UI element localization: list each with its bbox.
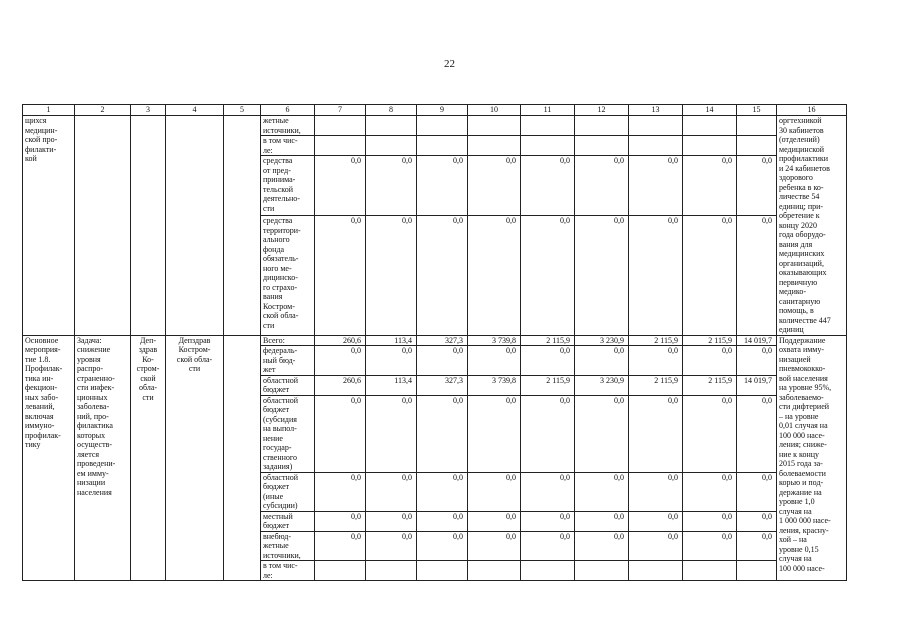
value-cell: 0,0 bbox=[366, 156, 417, 216]
value-cell bbox=[468, 116, 521, 136]
value-cell: 0,0 bbox=[315, 346, 366, 376]
value-cell bbox=[575, 116, 629, 136]
value-cell: 0,0 bbox=[417, 156, 468, 216]
value-cell: 327,3 bbox=[417, 335, 468, 346]
value-cell: 0,0 bbox=[629, 511, 683, 531]
value-cell: 0,0 bbox=[468, 346, 521, 376]
value-cell: 0,0 bbox=[683, 216, 737, 335]
value-cell bbox=[315, 116, 366, 136]
value-cell: 2 115,9 bbox=[629, 335, 683, 346]
value-cell: 260,6 bbox=[315, 375, 366, 395]
value-cell bbox=[629, 561, 683, 581]
column-number: 13 bbox=[629, 105, 683, 116]
value-cell: 0,0 bbox=[683, 531, 737, 561]
value-cell: 0,0 bbox=[315, 511, 366, 531]
value-cell: 113,4 bbox=[366, 335, 417, 346]
value-cell: 0,0 bbox=[468, 395, 521, 472]
task-cell bbox=[75, 116, 131, 336]
value-cell: 0,0 bbox=[521, 531, 575, 561]
value-cell bbox=[683, 561, 737, 581]
column-number: 5 bbox=[224, 105, 261, 116]
participant-cell bbox=[166, 116, 224, 336]
value-cell: 0,0 bbox=[575, 156, 629, 216]
value-cell: 0,0 bbox=[366, 395, 417, 472]
value-cell: 0,0 bbox=[575, 216, 629, 335]
value-cell: 2 115,9 bbox=[683, 375, 737, 395]
value-cell: 0,0 bbox=[468, 531, 521, 561]
table-row bbox=[23, 335, 847, 346]
column-number: 10 bbox=[468, 105, 521, 116]
value-cell: 0,0 bbox=[417, 472, 468, 511]
measure-name-cell: щихся медицин- ской про- филакти- кой bbox=[23, 116, 75, 336]
column-header-row bbox=[23, 105, 847, 116]
value-cell: 0,0 bbox=[575, 395, 629, 472]
value-cell: 0,0 bbox=[737, 216, 777, 335]
value-cell: 113,4 bbox=[366, 375, 417, 395]
value-cell bbox=[366, 116, 417, 136]
value-cell: 0,0 bbox=[575, 472, 629, 511]
value-cell bbox=[468, 136, 521, 156]
value-cell: 0,0 bbox=[417, 511, 468, 531]
value-cell: 0,0 bbox=[683, 511, 737, 531]
value-cell: 2 115,9 bbox=[521, 335, 575, 346]
value-cell bbox=[575, 136, 629, 156]
column-number: 1 bbox=[23, 105, 75, 116]
value-cell: 0,0 bbox=[521, 472, 575, 511]
column-number: 14 bbox=[683, 105, 737, 116]
value-cell bbox=[417, 116, 468, 136]
value-cell: 0,0 bbox=[737, 346, 777, 376]
value-cell: 0,0 bbox=[417, 395, 468, 472]
participant-cell: Депздрав Костром- ской обла- сти bbox=[166, 335, 224, 581]
value-cell: 0,0 bbox=[629, 395, 683, 472]
value-cell bbox=[737, 116, 777, 136]
value-cell: 0,0 bbox=[417, 346, 468, 376]
value-cell: 0,0 bbox=[683, 395, 737, 472]
value-cell: 260,6 bbox=[315, 335, 366, 346]
value-cell bbox=[468, 561, 521, 581]
funding-source-label: областной бюджет (иные субсидии) bbox=[261, 472, 315, 511]
value-cell: 0,0 bbox=[315, 531, 366, 561]
value-cell: 3 230,9 bbox=[575, 335, 629, 346]
value-cell bbox=[366, 136, 417, 156]
value-cell bbox=[417, 561, 468, 581]
value-cell: 0,0 bbox=[683, 156, 737, 216]
page-number: 22 bbox=[444, 58, 455, 70]
value-cell bbox=[737, 136, 777, 156]
funding-source-label: жетные источники, bbox=[261, 116, 315, 136]
column-number: 8 bbox=[366, 105, 417, 116]
value-cell: 0,0 bbox=[366, 472, 417, 511]
responsible-cell bbox=[131, 116, 166, 336]
value-cell: 3 230,9 bbox=[575, 375, 629, 395]
funding-source-label: областной бюджет (субсидия на выпол- нение государ- ственного задания) bbox=[261, 395, 315, 472]
task-cell: Задача: снижение уровня распро- страненно- сти инфек- ционных заболева- ний, про- филактика которых осуществ- ляется проведени- ем имму- низации населения bbox=[75, 335, 131, 581]
column-number: 7 bbox=[315, 105, 366, 116]
value-cell: 327,3 bbox=[417, 375, 468, 395]
value-cell: 0,0 bbox=[366, 216, 417, 335]
value-cell: 0,0 bbox=[366, 531, 417, 561]
value-cell: 0,0 bbox=[737, 511, 777, 531]
empty-cell bbox=[224, 335, 261, 581]
funding-source-label: федераль- ный бюд- жет bbox=[261, 346, 315, 376]
value-cell: 0,0 bbox=[315, 395, 366, 472]
column-number: 6 bbox=[261, 105, 315, 116]
funding-source-label: областной бюджет bbox=[261, 375, 315, 395]
value-cell: 0,0 bbox=[575, 346, 629, 376]
funding-source-label: местный бюджет bbox=[261, 511, 315, 531]
value-cell: 0,0 bbox=[366, 511, 417, 531]
value-cell: 0,0 bbox=[315, 472, 366, 511]
funding-source-label: в том чис- ле: bbox=[261, 136, 315, 156]
value-cell: 3 739,8 bbox=[468, 335, 521, 346]
value-cell: 0,0 bbox=[315, 216, 366, 335]
value-cell bbox=[366, 561, 417, 581]
expected-result-cell: оргтехникой 30 кабинетов (отделений) медицинской профилактики и 24 кабинетов здорового ребенка в ко- личестве 54 единиц; при- обретение к концу 2020 года оборудо- вания для медицинских организаций, оказывающих первичную медико- санитарную помощь, в количестве 447 единиц bbox=[777, 116, 847, 336]
value-cell: 0,0 bbox=[468, 216, 521, 335]
column-number: 2 bbox=[75, 105, 131, 116]
value-cell: 0,0 bbox=[629, 472, 683, 511]
value-cell: 0,0 bbox=[468, 511, 521, 531]
value-cell bbox=[315, 136, 366, 156]
column-number: 16 bbox=[777, 105, 847, 116]
value-cell: 0,0 bbox=[366, 346, 417, 376]
value-cell: 0,0 bbox=[629, 346, 683, 376]
value-cell: 0,0 bbox=[315, 156, 366, 216]
funding-source-label: внебюд- жетные источники, bbox=[261, 531, 315, 561]
value-cell: 0,0 bbox=[417, 216, 468, 335]
measure-name-cell: Основное мероприя- тие 1.8. Профилак- тика ин- фекцион- ных забо- леваний, включая иммуно- профилак- тику bbox=[23, 335, 75, 581]
column-number: 15 bbox=[737, 105, 777, 116]
column-number: 12 bbox=[575, 105, 629, 116]
value-cell: 0,0 bbox=[737, 472, 777, 511]
column-number: 3 bbox=[131, 105, 166, 116]
value-cell: 2 115,9 bbox=[521, 375, 575, 395]
value-cell: 0,0 bbox=[468, 472, 521, 511]
value-cell: 14 019,7 bbox=[737, 375, 777, 395]
value-cell bbox=[521, 136, 575, 156]
value-cell bbox=[417, 136, 468, 156]
value-cell: 0,0 bbox=[521, 346, 575, 376]
value-cell bbox=[683, 116, 737, 136]
value-cell: 2 115,9 bbox=[629, 375, 683, 395]
value-cell: 0,0 bbox=[629, 531, 683, 561]
value-cell: 0,0 bbox=[468, 156, 521, 216]
value-cell: 0,0 bbox=[629, 216, 683, 335]
funding-source-label: средства от пред- принима- тельской деятельно- сти bbox=[261, 156, 315, 216]
value-cell bbox=[315, 561, 366, 581]
value-cell: 0,0 bbox=[629, 156, 683, 216]
value-cell: 0,0 bbox=[575, 511, 629, 531]
value-cell: 14 019,7 bbox=[737, 335, 777, 346]
value-cell: 0,0 bbox=[521, 511, 575, 531]
value-cell bbox=[737, 561, 777, 581]
value-cell bbox=[629, 136, 683, 156]
column-number: 9 bbox=[417, 105, 468, 116]
value-cell: 0,0 bbox=[521, 216, 575, 335]
value-cell: 0,0 bbox=[417, 531, 468, 561]
budget-table bbox=[22, 104, 847, 581]
funding-source-label: Всего: bbox=[261, 335, 315, 346]
value-cell: 0,0 bbox=[683, 472, 737, 511]
value-cell bbox=[683, 136, 737, 156]
responsible-cell: Деп- здрав Ко- стром- ской обла- сти bbox=[131, 335, 166, 581]
value-cell bbox=[629, 116, 683, 136]
value-cell: 3 739,8 bbox=[468, 375, 521, 395]
empty-cell bbox=[224, 116, 261, 336]
funding-source-label: в том чис- ле: bbox=[261, 561, 315, 581]
value-cell: 2 115,9 bbox=[683, 335, 737, 346]
value-cell: 0,0 bbox=[521, 156, 575, 216]
value-cell: 0,0 bbox=[737, 395, 777, 472]
value-cell bbox=[521, 561, 575, 581]
value-cell: 0,0 bbox=[575, 531, 629, 561]
column-number: 4 bbox=[166, 105, 224, 116]
value-cell: 0,0 bbox=[683, 346, 737, 376]
value-cell: 0,0 bbox=[737, 531, 777, 561]
value-cell bbox=[575, 561, 629, 581]
value-cell: 0,0 bbox=[737, 156, 777, 216]
funding-source-label: средства территори- ального фонда обязатель- ного ме- дицинско- го страхо- вания Костром- ской обла- сти bbox=[261, 216, 315, 335]
expected-result-cell: Поддержание охвата имму- низацией пневмококко- вой населения на уровне 95%, заболеваемо- сти дифтерией – на уровне 0,01 случая на 100 000 насе- ления; сниже- ние к концу 2015 года за- болеваемости корью и под- держание на уровне 1,0 случая на 1 000 000 насе- ления, красну- хой – на уровне 0,15 случая на 100 000 насе- bbox=[777, 335, 847, 581]
table-row bbox=[23, 116, 847, 136]
value-cell bbox=[521, 116, 575, 136]
value-cell: 0,0 bbox=[521, 395, 575, 472]
column-number: 11 bbox=[521, 105, 575, 116]
